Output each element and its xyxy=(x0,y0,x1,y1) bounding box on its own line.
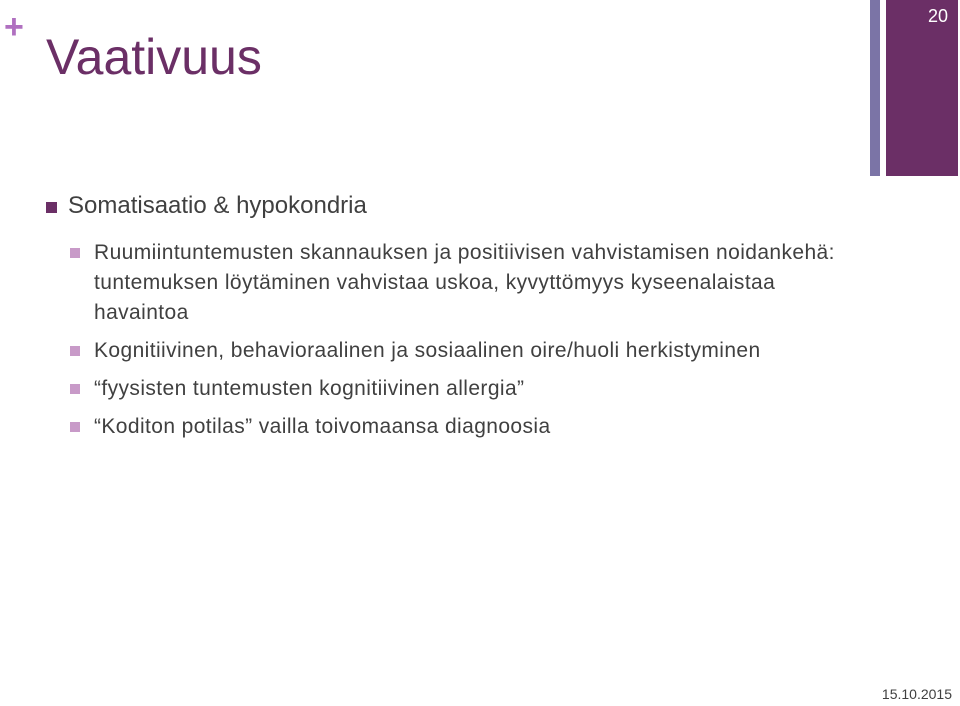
sub-bullet-text: “Koditon potilas” vailla toivomaansa diagnoosia xyxy=(94,415,551,438)
square-bullet-icon xyxy=(46,202,57,213)
plus-logo-icon: + xyxy=(4,8,24,46)
square-bullet-icon xyxy=(70,346,80,356)
decor-stripe-left xyxy=(870,0,880,176)
sub-bullet-text: Ruumiintuntemusten skannauksen ja positiivisen vahvistamisen noidankehä: tuntemuksen löytäminen vahvistaa uskoa, kyvyttömyys kyseenalaistaa havaintoa xyxy=(94,241,835,324)
slide-number: 20 xyxy=(927,6,948,26)
square-bullet-icon xyxy=(70,422,80,432)
sub-bullet-item xyxy=(94,336,854,366)
sub-bullet-text: “fyysisten tuntemusten kognitiivinen allergia” xyxy=(94,377,525,400)
bullet-level1 xyxy=(68,192,848,221)
square-bullet-icon xyxy=(70,248,80,258)
sub-bullet-list xyxy=(94,238,854,450)
sub-bullet-item xyxy=(94,374,854,404)
sub-bullet-item xyxy=(94,412,854,442)
sub-bullet-text: Kognitiivinen, behavioraalinen ja sosiaalinen oire/huoli herkistyminen xyxy=(94,339,761,362)
bullet-level1-text: Somatisaatio & hypokondria xyxy=(68,192,367,219)
slide-date: 15.10.2015 xyxy=(881,686,952,702)
sub-bullet-item xyxy=(94,238,854,328)
slide-title: Vaativuus xyxy=(46,29,262,85)
square-bullet-icon xyxy=(70,384,80,394)
